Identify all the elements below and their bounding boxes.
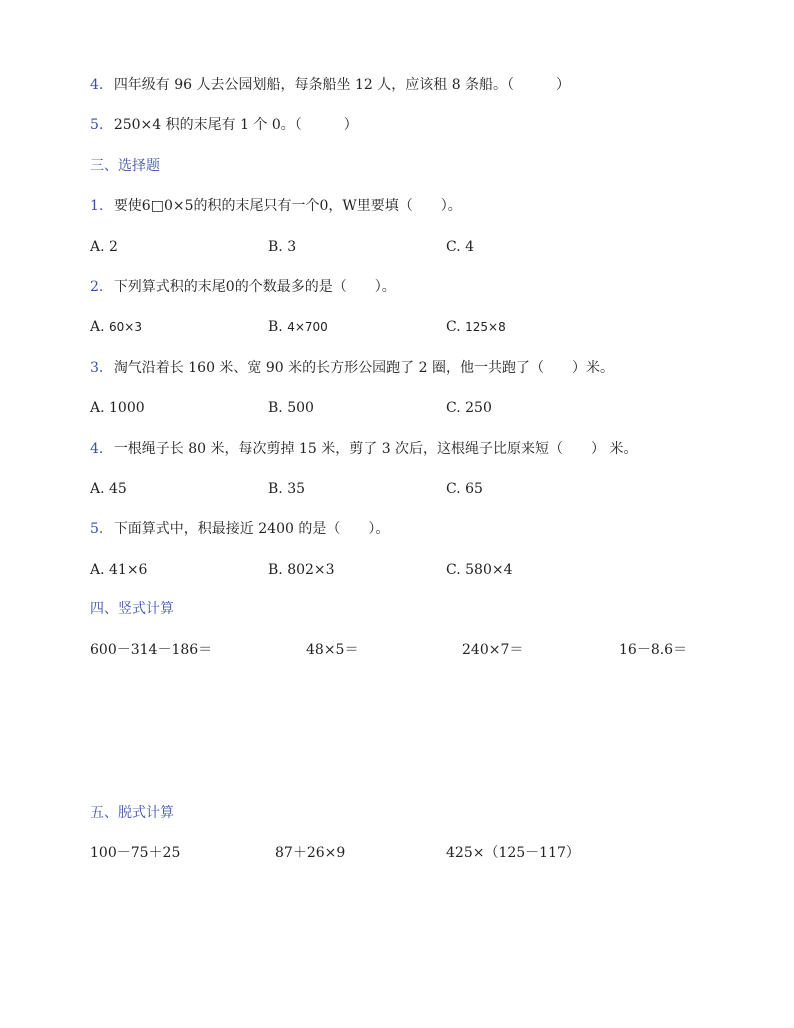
question-text: 淘气沿着长 160 米、宽 90 米的长方形公园跑了 2 圈，他一共跑了（ ）米。 bbox=[113, 360, 614, 376]
option-letter: B. bbox=[268, 562, 283, 578]
question-number: 4. bbox=[90, 77, 104, 93]
option-value: 35 bbox=[287, 481, 306, 497]
option-value: 2 bbox=[109, 239, 118, 255]
option-letter: A. bbox=[90, 481, 105, 497]
option-letter: C. bbox=[446, 481, 461, 497]
option-letter: B. bbox=[268, 481, 283, 497]
mc-question-2 bbox=[90, 278, 396, 296]
option-b bbox=[268, 238, 296, 256]
option-value: 802×3 bbox=[287, 562, 335, 578]
option-letter: B. bbox=[268, 400, 283, 416]
option-a bbox=[90, 238, 118, 256]
option-b bbox=[268, 318, 328, 336]
question-text: 要使6□0×5的积的末尾只有一个0，W里要填（ ）。 bbox=[113, 198, 462, 214]
option-value: 3 bbox=[287, 239, 297, 255]
question-text: 下列算式积的末尾0的个数最多的是（ ）。 bbox=[113, 279, 396, 295]
stepwise-calc-2: 87＋26×9 bbox=[275, 845, 346, 861]
vertical-calc-2: 48×5＝ bbox=[306, 642, 359, 658]
option-b bbox=[268, 480, 305, 498]
mc-question-1 bbox=[90, 197, 462, 215]
question-text: 下面算式中，积最接近 2400 的是（ ）。 bbox=[113, 521, 390, 537]
option-value: 60×3 bbox=[109, 320, 142, 334]
question-number: 4. bbox=[90, 441, 104, 457]
option-value: 4×700 bbox=[287, 320, 328, 334]
question-number: 2. bbox=[90, 279, 104, 295]
option-b bbox=[268, 561, 335, 579]
option-a bbox=[90, 399, 145, 417]
question-text: 一根绳子长 80 米，每次剪掉 15 米，剪了 3 次后，这根绳子比原来短（ ） 米。 bbox=[113, 441, 638, 457]
option-value: 1000 bbox=[109, 400, 145, 416]
option-letter: C. bbox=[446, 562, 461, 578]
option-value: 125×8 bbox=[465, 320, 506, 334]
question-number: 5. bbox=[90, 117, 104, 133]
option-value: 250 bbox=[465, 400, 492, 416]
option-letter: C. bbox=[446, 319, 461, 335]
option-letter: A. bbox=[90, 319, 105, 335]
option-value: 500 bbox=[287, 400, 314, 416]
vertical-calc-4: 16－8.6＝ bbox=[619, 642, 688, 658]
option-value: 45 bbox=[109, 481, 127, 497]
option-letter: A. bbox=[90, 400, 105, 416]
vertical-calc-3: 240×7＝ bbox=[462, 642, 524, 658]
option-a bbox=[90, 561, 147, 579]
option-b bbox=[268, 399, 314, 417]
option-value: 4 bbox=[465, 239, 475, 255]
section-3-title: 三、选择题 bbox=[90, 158, 160, 174]
option-letter: C. bbox=[446, 239, 461, 255]
option-letter: A. bbox=[90, 239, 105, 255]
mc-question-4 bbox=[90, 440, 638, 458]
option-value: 580×4 bbox=[465, 562, 513, 578]
mc-question-3 bbox=[90, 359, 614, 377]
question-text: 四年级有 96 人去公园划船，每条船坐 12 人，应该租 8 条船。（ ） bbox=[113, 77, 571, 93]
section-4-title: 四、竖式计算 bbox=[90, 601, 174, 617]
question-number: 1. bbox=[90, 198, 104, 214]
tf-question-4 bbox=[90, 76, 570, 94]
option-letter: B. bbox=[268, 239, 283, 255]
option-c bbox=[446, 399, 492, 417]
stepwise-calc-1: 100－75＋25 bbox=[90, 845, 181, 861]
tf-question-5 bbox=[90, 116, 358, 134]
option-c bbox=[446, 480, 483, 498]
option-a bbox=[90, 480, 127, 498]
option-c bbox=[446, 318, 506, 336]
option-value: 65 bbox=[465, 481, 483, 497]
option-c bbox=[446, 561, 512, 579]
question-number: 5. bbox=[90, 521, 104, 537]
option-a bbox=[90, 318, 142, 336]
option-letter: A. bbox=[90, 562, 105, 578]
section-5-title: 五、脱式计算 bbox=[90, 805, 174, 821]
option-value: 41×6 bbox=[109, 562, 148, 578]
option-letter: B. bbox=[268, 319, 283, 335]
question-text: 250×4 积的末尾有 1 个 0。（ ） bbox=[113, 117, 358, 133]
option-letter: C. bbox=[446, 400, 461, 416]
mc-question-5 bbox=[90, 520, 389, 538]
stepwise-calc-3: 425×（125－117） bbox=[446, 845, 580, 861]
question-number: 3. bbox=[90, 360, 104, 376]
vertical-calc-1: 600－314－186＝ bbox=[90, 642, 213, 658]
option-c bbox=[446, 238, 474, 256]
